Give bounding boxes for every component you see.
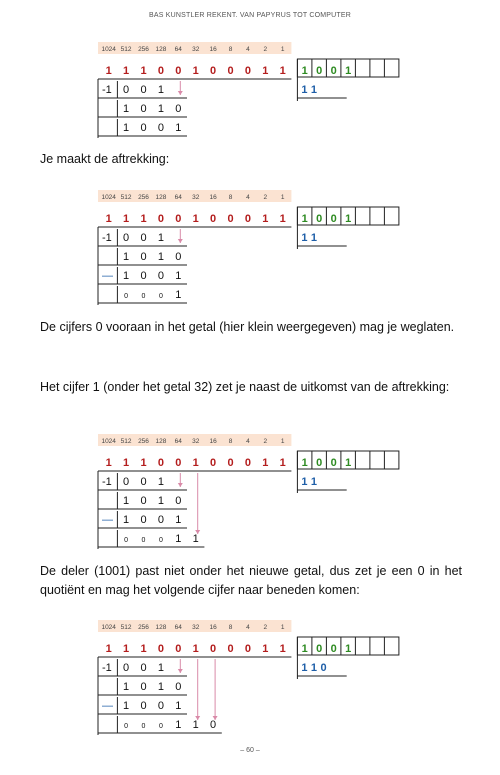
- power-label: 16: [209, 438, 217, 445]
- power-label: 1: [280, 46, 285, 53]
- work-digit: 0: [123, 476, 130, 488]
- paragraph-bring-down: Het cijfer 1 (onder het getal 32) zet je naast de uitkomst van de aftrekking:: [40, 380, 450, 394]
- work-digit: 0: [123, 662, 130, 674]
- quotient-digit: 1: [301, 476, 308, 488]
- work-digit: 0: [158, 293, 163, 300]
- dividend-digit: 0: [227, 213, 234, 225]
- work-digit: 1: [105, 476, 112, 488]
- work-digit: 0: [140, 514, 147, 526]
- work-digit: 0: [140, 84, 147, 96]
- dividend-digit: 1: [192, 213, 199, 225]
- divisor-digit: 0: [330, 213, 337, 225]
- minus-sign: -: [102, 476, 106, 488]
- work-digit: 1: [105, 232, 112, 244]
- work-digit: 1: [175, 514, 182, 526]
- power-label: 32: [192, 624, 200, 631]
- power-label: 16: [209, 194, 217, 201]
- work-digit: 0: [140, 495, 147, 507]
- minus-sign: —: [102, 270, 113, 282]
- power-label: 128: [155, 194, 167, 201]
- divisor-digit: 1: [301, 213, 308, 225]
- work-digit: 0: [157, 700, 164, 712]
- power-label: 4: [246, 624, 250, 631]
- quotient-digit: 1: [301, 232, 308, 244]
- work-digit: 1: [123, 103, 130, 115]
- power-label: 2: [263, 194, 268, 201]
- power-label: 16: [209, 46, 217, 53]
- quotient-digit: 1: [301, 662, 308, 674]
- work-digit: 1: [157, 662, 164, 674]
- dividend-digit: 1: [279, 213, 286, 225]
- division-svg: [98, 434, 408, 555]
- work-digit: 1: [123, 122, 130, 134]
- power-label: 4: [246, 46, 250, 53]
- power-label: 32: [192, 438, 200, 445]
- division-figure-1: [98, 42, 408, 142]
- divisor-digit: 1: [345, 643, 352, 655]
- divisor-digit: 0: [316, 643, 323, 655]
- quotient-digit: 0: [320, 662, 327, 674]
- power-label: 2: [263, 624, 268, 631]
- quotient-digit: 1: [310, 662, 318, 674]
- work-digit: 1: [157, 251, 164, 263]
- dividend-digit: 0: [157, 457, 164, 469]
- work-digit: 0: [140, 681, 147, 693]
- dividend-digit: 1: [262, 213, 269, 225]
- power-label: 8: [228, 46, 233, 53]
- power-label: 128: [155, 438, 167, 445]
- division-figure-2: [98, 190, 408, 301]
- power-label: 512: [120, 46, 132, 53]
- dividend-digit: 1: [140, 213, 147, 225]
- work-digit: 1: [123, 495, 130, 507]
- quotient-digit: 1: [310, 476, 318, 488]
- divisor-digit: 1: [301, 643, 308, 655]
- power-label: 2: [263, 46, 268, 53]
- dividend-digit: 1: [192, 65, 199, 77]
- dividend-digit: 1: [140, 457, 147, 469]
- work-digit: 0: [140, 251, 147, 263]
- power-label: 2: [263, 438, 268, 445]
- work-digit: 0: [140, 476, 147, 488]
- work-digit: 0: [140, 662, 147, 674]
- dividend-digit: 1: [123, 643, 130, 655]
- power-label: 8: [228, 438, 233, 445]
- work-digit: 1: [123, 251, 130, 263]
- work-digit: 1: [157, 495, 164, 507]
- dividend-digit: 1: [192, 457, 199, 469]
- power-label: 8: [228, 194, 233, 201]
- dividend-digit: 0: [157, 643, 164, 655]
- work-digit: 0: [140, 103, 147, 115]
- work-digit: 0: [140, 232, 147, 244]
- power-label: 1: [280, 438, 285, 445]
- power-label: 1: [280, 194, 285, 201]
- quotient-digit: 1: [310, 84, 318, 96]
- work-digit: 1: [157, 232, 164, 244]
- brought-down-digit: 0: [210, 719, 217, 731]
- work-digit: 0: [158, 723, 163, 730]
- work-digit: 1: [105, 84, 112, 96]
- quotient-digit: 1: [301, 84, 308, 96]
- dividend-digit: 0: [244, 457, 251, 469]
- dividend-digit: 0: [227, 643, 234, 655]
- divisor-digit: 0: [316, 457, 323, 469]
- division-figure-4: [98, 620, 408, 731]
- paragraph-quotient-zero: De deler (1001) past niet onder het nieuwe getal, dus zet je een 0 in het quotiënt en mag het volgende cijfer naar beneden komen:: [40, 564, 462, 597]
- minus-sign: -: [102, 662, 106, 674]
- division-svg: [98, 42, 408, 144]
- power-label: 64: [174, 438, 182, 445]
- power-label: 256: [138, 194, 149, 201]
- dividend-digit: 0: [175, 65, 182, 77]
- power-label: 1024: [101, 194, 116, 201]
- divisor-digit: 1: [301, 457, 308, 469]
- work-digit: 1: [105, 662, 112, 674]
- dividend-digit: 1: [279, 643, 286, 655]
- dividend-digit: 1: [192, 643, 199, 655]
- dividend-digit: 1: [105, 457, 112, 469]
- dividend-digit: 0: [210, 643, 217, 655]
- brought-down-digit: 1: [192, 533, 199, 545]
- minus-sign: -: [102, 84, 106, 96]
- divisor-digit: 1: [345, 457, 352, 469]
- minus-sign: -: [102, 232, 106, 244]
- work-digit: 0: [175, 103, 182, 115]
- dividend-digit: 0: [175, 457, 182, 469]
- work-digit: 0: [157, 514, 164, 526]
- power-label: 4: [246, 438, 250, 445]
- work-digit: 1: [157, 681, 164, 693]
- power-label: 64: [174, 194, 182, 201]
- work-digit: 0: [140, 270, 147, 282]
- work-digit: 1: [123, 700, 130, 712]
- work-digit: 1: [175, 700, 182, 712]
- arrowhead: [178, 483, 183, 487]
- dividend-digit: 1: [105, 643, 112, 655]
- work-digit: 0: [175, 681, 182, 693]
- work-digit: 0: [140, 700, 147, 712]
- brought-down-digit: 1: [175, 289, 182, 301]
- work-digit: 1: [157, 103, 164, 115]
- dividend-digit: 1: [140, 643, 147, 655]
- dividend-digit: 1: [279, 457, 286, 469]
- power-label: 1: [280, 624, 285, 631]
- divisor-digit: 0: [330, 643, 337, 655]
- dividend-digit: 1: [105, 213, 112, 225]
- power-label: 64: [174, 46, 182, 53]
- work-digit: 0: [141, 293, 146, 300]
- paragraph-leading-zeros: De cijfers 0 vooraan in het getal (hier klein weergegeven) mag je weglaten.: [40, 320, 455, 334]
- work-digit: 0: [123, 84, 130, 96]
- work-digit: 1: [175, 122, 182, 134]
- power-label: 256: [138, 438, 149, 445]
- power-label: 256: [138, 624, 149, 631]
- dividend-digit: 0: [227, 457, 234, 469]
- dividend-digit: 0: [244, 65, 251, 77]
- power-label: 8: [228, 624, 233, 631]
- minus-sign: —: [102, 700, 113, 712]
- dividend-digit: 0: [175, 213, 182, 225]
- page-number: – 60 –: [240, 747, 260, 754]
- dividend-digit: 1: [279, 65, 286, 77]
- dividend-digit: 1: [140, 65, 147, 77]
- work-digit: 1: [123, 681, 130, 693]
- work-digit: 1: [157, 476, 164, 488]
- power-label: 256: [138, 46, 149, 53]
- power-label: 1024: [101, 438, 116, 445]
- dividend-digit: 1: [123, 65, 130, 77]
- power-label: 512: [120, 624, 132, 631]
- divisor-digit: 1: [301, 65, 308, 77]
- work-digit: 1: [157, 84, 164, 96]
- work-digit: 0: [175, 495, 182, 507]
- power-label: 64: [174, 624, 182, 631]
- dividend-digit: 0: [157, 213, 164, 225]
- minus-sign: —: [102, 514, 113, 526]
- brought-down-digit: 1: [192, 719, 199, 731]
- dividend-digit: 1: [123, 213, 130, 225]
- power-label: 16: [209, 624, 217, 631]
- work-digit: 0: [141, 723, 146, 730]
- work-digit: 0: [123, 232, 130, 244]
- division-figure-3: [98, 434, 408, 545]
- work-digit: 0: [140, 122, 147, 134]
- work-digit: 0: [157, 122, 164, 134]
- divisor-digit: 0: [316, 65, 323, 77]
- brought-down-digit: 1: [175, 719, 182, 731]
- dividend-digit: 0: [210, 65, 217, 77]
- power-label: 1024: [101, 46, 116, 53]
- power-label: 128: [155, 624, 167, 631]
- dividend-digit: 1: [262, 643, 269, 655]
- work-digit: 1: [123, 270, 130, 282]
- power-label: 512: [120, 438, 132, 445]
- division-svg: [98, 620, 408, 741]
- power-label: 128: [155, 46, 167, 53]
- dividend-digit: 1: [123, 457, 130, 469]
- dividend-digit: 0: [244, 213, 251, 225]
- dividend-digit: 0: [227, 65, 234, 77]
- dividend-digit: 0: [157, 65, 164, 77]
- work-digit: 0: [175, 251, 182, 263]
- work-digit: 0: [124, 723, 129, 730]
- divisor-digit: 1: [345, 65, 352, 77]
- arrowhead: [178, 669, 183, 673]
- work-digit: 0: [124, 537, 129, 544]
- power-label: 32: [192, 46, 200, 53]
- dividend-digit: 1: [262, 457, 269, 469]
- dividend-digit: 0: [210, 457, 217, 469]
- dividend-digit: 1: [105, 65, 112, 77]
- power-label: 4: [246, 194, 250, 201]
- running-header: BAS KUNSTLER REKENT. VAN PAPYRUS TOT COMPUTER: [148, 12, 352, 19]
- arrowhead: [178, 239, 183, 243]
- work-digit: 0: [124, 293, 129, 300]
- power-label: 32: [192, 194, 200, 201]
- dividend-digit: 0: [244, 643, 251, 655]
- paragraph-subtraction: Je maakt de aftrekking:: [40, 152, 170, 166]
- divisor-digit: 1: [345, 213, 352, 225]
- work-digit: 0: [157, 270, 164, 282]
- work-digit: 0: [141, 537, 146, 544]
- work-digit: 1: [175, 270, 182, 282]
- work-digit: 1: [123, 514, 130, 526]
- brought-down-digit: 1: [175, 533, 182, 545]
- divisor-digit: 0: [316, 213, 323, 225]
- dividend-digit: 1: [262, 65, 269, 77]
- arrowhead: [178, 91, 183, 95]
- power-label: 1024: [101, 624, 116, 631]
- dividend-digit: 0: [210, 213, 217, 225]
- quotient-digit: 1: [310, 232, 318, 244]
- division-svg: [98, 190, 408, 311]
- divisor-digit: 0: [330, 457, 337, 469]
- power-label: 512: [120, 194, 132, 201]
- work-digit: 0: [158, 537, 163, 544]
- dividend-digit: 0: [175, 643, 182, 655]
- divisor-digit: 0: [330, 65, 337, 77]
